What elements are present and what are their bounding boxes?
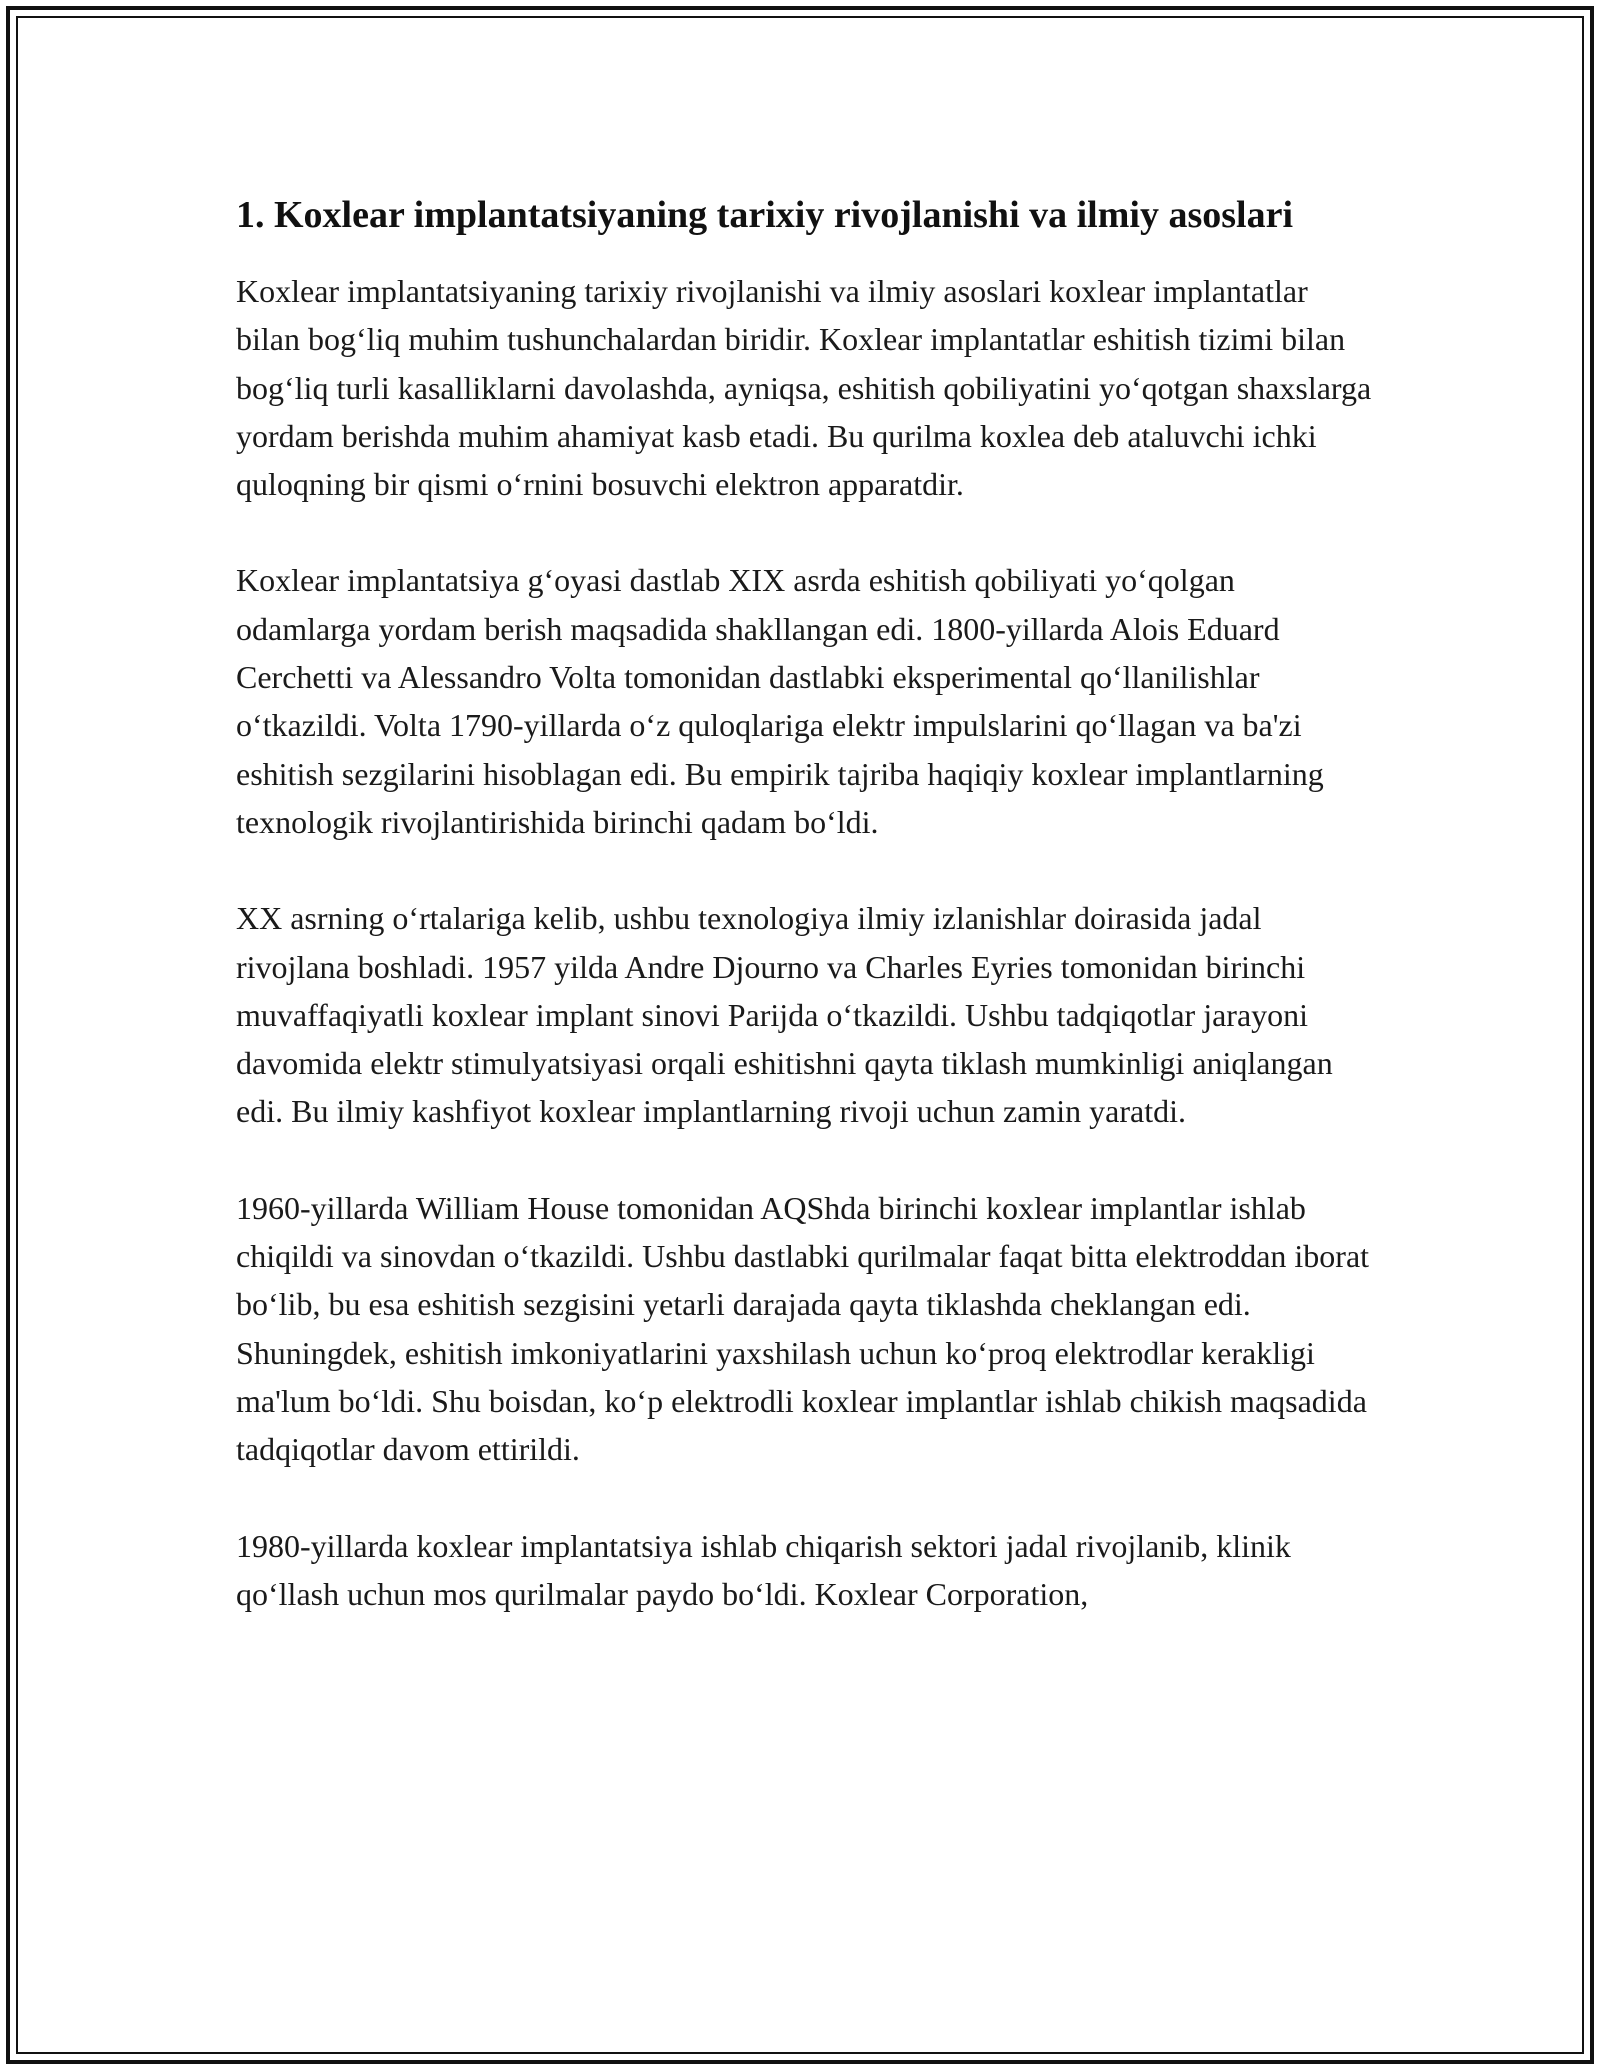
paragraph-3: XX asrning o‘rtalariga kelib, ushbu texnologiya ilmiy izlanishlar doirasida jadal rivojlana boshladi. 1957 yilda Andre Djourno va Charles Eyries tomonidan birinchi muvaffaqiyatli koxlear implant sinovi Parijda o‘tkazildi. Ushbu tadqiqotlar jarayoni davomida elektr stimulyatsiyasi orqali eshitishni qayta tiklash mumkinligi aniqlangan edi. Bu ilmiy kashfiyot koxlear implantlarning rivoji uchun zamin yaratdi. xyxy=(236,900,1333,1130)
paragraph-1: Koxlear implantatsiyaning tarixiy rivojlanishi va ilmiy asoslari koxlear implantatlar bilan bog‘liq muhim tushunchalardan biridir. Koxlear implantatlar eshitish tizimi bilan bog‘liq turli kasalliklarni davolashda, ayniqsa, eshitish qobiliyatini yo‘qotgan shaxslarga yordam berishda muhim ahamiyat kasb etadi. Bu qurilma koxlea deb ataluvchi ichki quloqning bir qismi o‘rnini bosuvchi elektron apparatdir. xyxy=(236,273,1372,503)
paragraph-2: Koxlear implantatsiya g‘oyasi dastlab XIX asrda eshitish qobiliyati yo‘qolgan odamlarga yordam berish maqsadida shakllangan edi. 1800-yillarda Alois Eduard Cerchetti va Alessandro Volta tomonidan dastlabki eksperimental qo‘llanilishlar o‘tkazildi. Volta 1790-yillarda o‘z quloqlariga elektr impulslarini qo‘llagan va ba'zi eshitish sezgilarini hisoblagan edi. Bu empirik tajriba haqiqiy koxlear implantlarning texnologik rivojlantirishida birinchi qadam bo‘ldi. xyxy=(236,562,1324,840)
paragraph-4: 1960-yillarda William House tomonidan AQShda birinchi koxlear implantlar ishlab chiqildi va sinovdan o‘tkazildi. Ushbu dastlabki qurilmalar faqat bitta elektroddan iborat bo‘lib, bu esa eshitish sezgisini yetarli darajada qayta tiklashda cheklangan edi. Shuningdek, eshitish imkoniyatlarini yaxshilash uchun ko‘proq elektrodlar kerakligi ma'lum bo‘ldi. Shu boisdan, ko‘p elektrodli koxlear implantlar ishlab chikish maqsadida tadqiqotlar davom ettirildi. xyxy=(236,1189,1370,1468)
section-heading: 1. Koxlear implantatsiyaning tarixiy rivojlanishi va ilmiy asoslari xyxy=(236,194,1294,236)
document-body xyxy=(236,188,1376,1666)
paragraph-5: 1980-yillarda koxlear implantatsiya ishlab chiqarish sektori jadal rivojlanib, klinik qo‘llash uchun mos qurilmalar paydo bo‘ldi. Koxlear Corporation, xyxy=(236,1527,1291,1612)
